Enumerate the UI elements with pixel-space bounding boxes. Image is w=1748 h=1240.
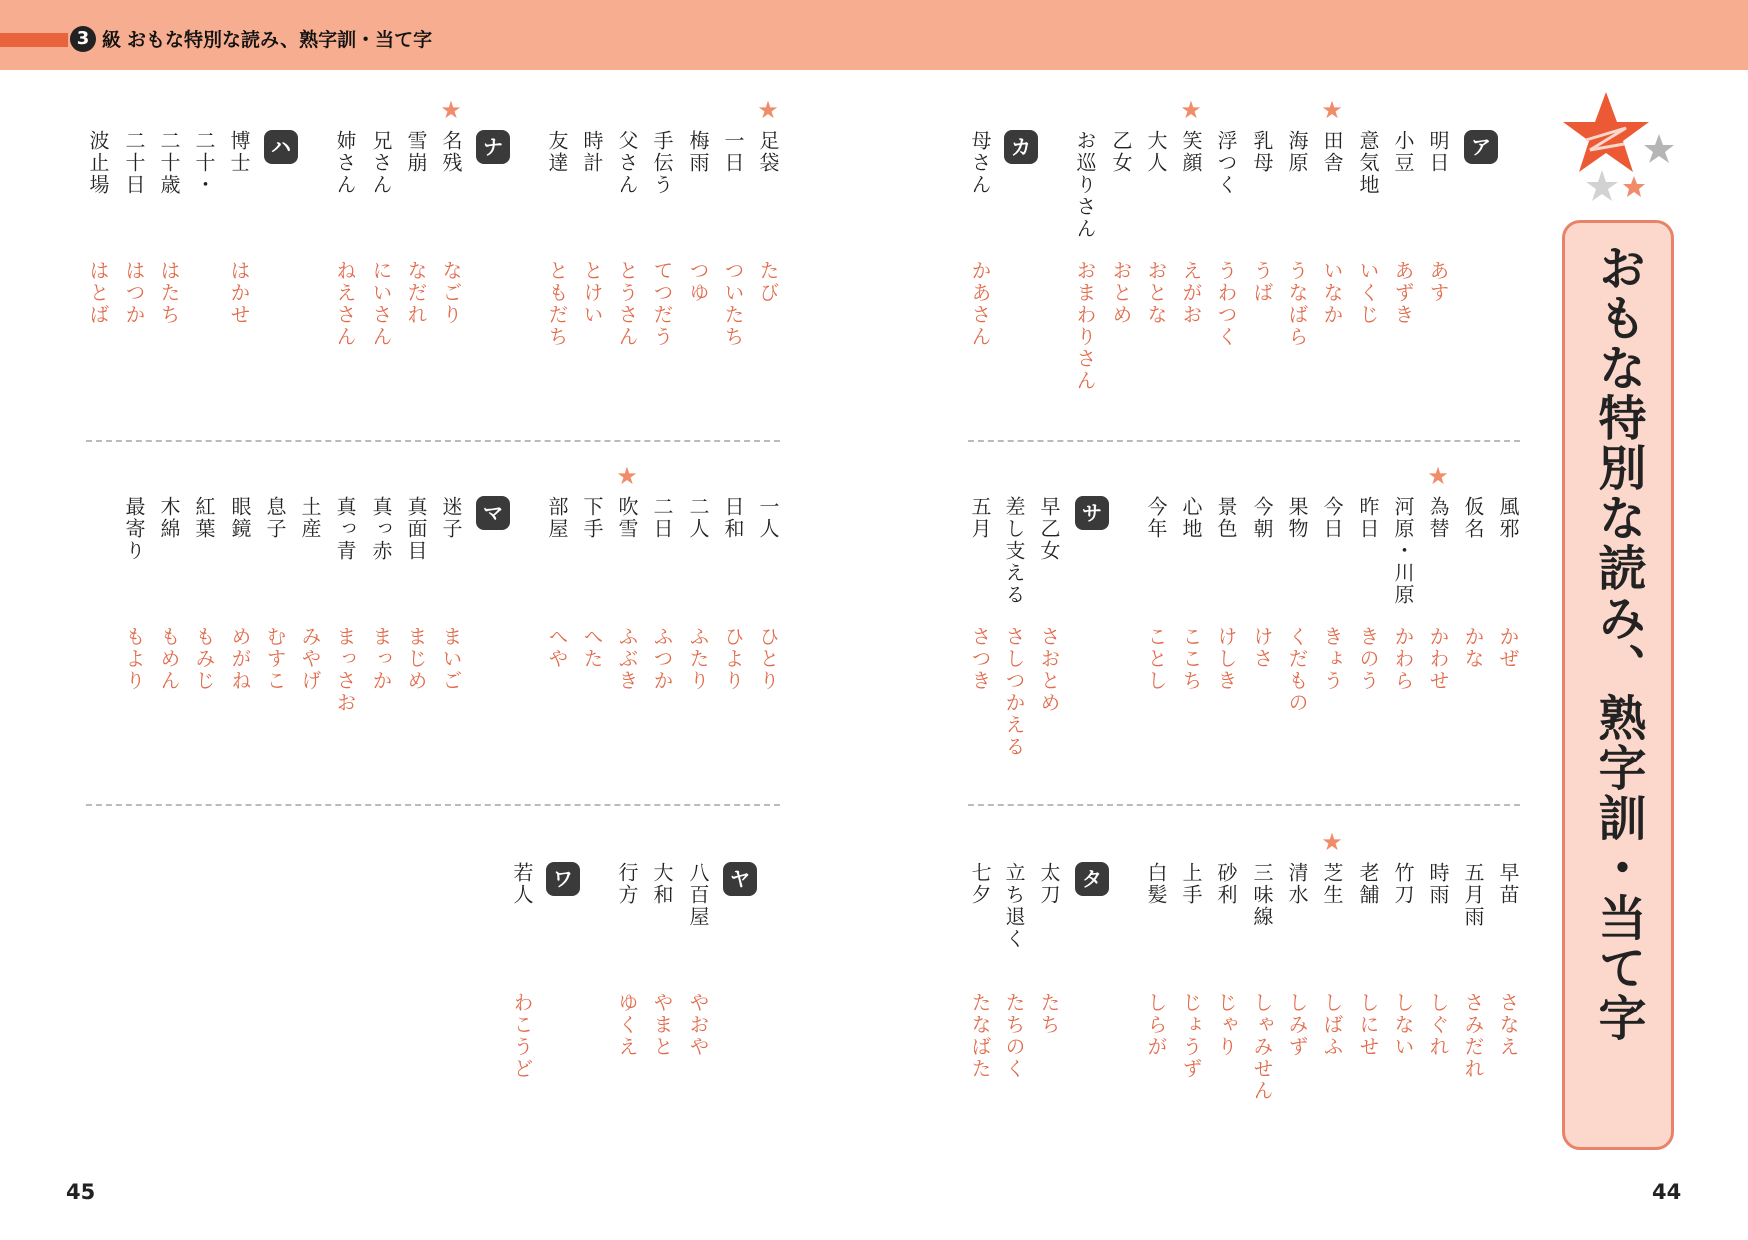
entry-reading: たち: [1037, 992, 1061, 1036]
entry-reading: しない: [1391, 992, 1415, 1058]
entry-word: 博士: [227, 130, 251, 174]
entry-reading: ついたち: [721, 260, 745, 348]
star-icon: ★: [757, 96, 779, 124]
entry-word: 時雨: [1426, 862, 1450, 906]
entry-reading: まいご: [439, 626, 463, 692]
entry-word: 昨日: [1356, 496, 1380, 540]
entry-reading: じゃり: [1214, 992, 1238, 1058]
entry-reading: しらが: [1144, 992, 1168, 1058]
entry-word: 土産: [298, 496, 322, 540]
entry-word: 行方: [615, 862, 639, 906]
section-badge-ta: タ: [1075, 862, 1109, 896]
entry-word: 乙女: [1109, 130, 1133, 174]
entry-word: 太刀: [1037, 862, 1061, 906]
entry-word: 八百屋: [686, 862, 710, 928]
entry-reading: ねえさん: [333, 260, 357, 348]
section-badge-a: ア: [1464, 130, 1498, 164]
entry-word: 一日: [721, 130, 745, 174]
entry-word: 差し支える: [1002, 496, 1026, 606]
entry-word: 果物: [1285, 496, 1309, 540]
entry-reading: まっさお: [333, 626, 357, 714]
entry-word: 竹刀: [1391, 862, 1415, 906]
entry-word: 友達: [545, 130, 569, 174]
entry-reading: おまわりさん: [1073, 260, 1097, 392]
entry-word: 波止場: [86, 130, 110, 196]
entry-word: 二人: [686, 496, 710, 540]
entry-word: 浮つく: [1214, 130, 1238, 196]
entry-reading: ゆくえ: [615, 992, 639, 1058]
entry-reading: はたち: [157, 260, 181, 326]
entry-word: 部屋: [545, 496, 569, 540]
entry-word: 小豆: [1391, 130, 1415, 174]
section-badge-wa: ワ: [546, 862, 580, 896]
entry-word: 笑顔: [1179, 130, 1203, 174]
divider-left-top: [86, 440, 780, 442]
entry-reading: うなばら: [1285, 260, 1309, 348]
entry-word: 真面目: [404, 496, 428, 562]
entry-reading: へた: [580, 626, 604, 670]
entry-reading: とうさん: [615, 260, 639, 348]
entry-word: 眼鏡: [228, 496, 252, 540]
entry-word: 七夕: [968, 862, 992, 906]
entry-word: 最寄り: [122, 496, 146, 562]
header-heading: [102, 25, 432, 52]
entry-word: 大和: [650, 862, 674, 906]
entry-reading: さなえ: [1496, 992, 1520, 1058]
entry-word: 二日: [650, 496, 674, 540]
entry-reading: しにせ: [1356, 992, 1380, 1058]
entry-reading: けしき: [1214, 626, 1238, 692]
entry-word: 梅雨: [686, 130, 710, 174]
entry-reading: めがね: [228, 626, 252, 692]
entry-reading: かあさん: [968, 260, 992, 348]
entry-reading: さつき: [968, 626, 992, 692]
entry-reading: ここち: [1179, 626, 1203, 692]
star-icon: ★: [616, 462, 638, 490]
entry-reading: ふつか: [650, 626, 674, 692]
entry-word: 五月雨: [1461, 862, 1485, 928]
entry-reading: はかせ: [227, 260, 251, 326]
entry-reading: かわら: [1391, 626, 1415, 692]
entry-word: 時計: [580, 130, 604, 174]
entry-reading: さおとめ: [1037, 626, 1061, 714]
entry-reading: かわせ: [1426, 626, 1450, 692]
entry-word: 真っ青: [333, 496, 357, 562]
entry-reading: もより: [122, 626, 146, 692]
entry-reading: きのう: [1356, 626, 1380, 692]
entry-word: 河原・川原: [1391, 496, 1415, 606]
star-icon: ★: [1321, 96, 1343, 124]
entry-reading: たなばた: [968, 992, 992, 1080]
entry-reading: おとめ: [1109, 260, 1133, 326]
page-number-right: 44: [1652, 1180, 1682, 1204]
divider-right-bottom: [968, 804, 1520, 806]
entry-reading: まじめ: [404, 626, 428, 692]
header-title: おもな特別な読み、熟字訓・当て字: [127, 29, 433, 51]
title-box: [1562, 220, 1674, 1150]
entry-reading: あずき: [1391, 260, 1415, 326]
entry-reading: まっか: [369, 626, 393, 692]
entry-word: 日和: [721, 496, 745, 540]
entry-word: 白髪: [1144, 862, 1168, 906]
entry-reading: くだもの: [1285, 626, 1309, 714]
entry-reading: むすこ: [263, 626, 287, 692]
entry-word: 明日: [1426, 130, 1450, 174]
entry-reading: ひとり: [756, 626, 780, 692]
entry-word: 雪崩: [404, 130, 428, 174]
entry-reading: おとな: [1144, 260, 1168, 326]
star-icon: ★: [1427, 462, 1449, 490]
entry-reading: かな: [1461, 626, 1485, 670]
star-icon: ★: [440, 96, 462, 124]
entry-word: 兄さん: [369, 130, 393, 196]
entry-reading: しみず: [1285, 992, 1309, 1058]
entry-word: 若人: [510, 862, 534, 906]
page-title: おもな特別な読み、熟字訓・当て字: [1590, 243, 1646, 1043]
grade-suffix: 級: [102, 29, 122, 51]
entry-word: 今朝: [1250, 496, 1274, 540]
divider-left-bottom: [86, 804, 780, 806]
entry-word: 足袋: [756, 130, 780, 174]
entry-reading: たちのく: [1002, 992, 1026, 1080]
entry-word: 紅葉: [192, 496, 216, 540]
entry-word: 名残: [439, 130, 463, 174]
entry-word: 今日: [1320, 496, 1344, 540]
star-icon: ★: [1321, 828, 1343, 856]
entry-word: 乳母: [1250, 130, 1274, 174]
entry-reading: なだれ: [404, 260, 428, 326]
entry-reading: かぜ: [1496, 626, 1520, 670]
entry-reading: もみじ: [192, 626, 216, 692]
entry-reading: やおや: [686, 992, 710, 1058]
entry-word: 息子: [263, 496, 287, 540]
entry-word: 仮名: [1461, 496, 1485, 540]
entry-reading: ふたり: [686, 626, 710, 692]
entry-reading: とけい: [580, 260, 604, 326]
entry-reading: しぐれ: [1426, 992, 1450, 1058]
entry-word: 砂利: [1214, 862, 1238, 906]
entry-word: 姉さん: [333, 130, 357, 196]
entry-reading: さみだれ: [1461, 992, 1485, 1080]
entry-reading: えがお: [1179, 260, 1203, 326]
section-badge-ha: ハ: [264, 130, 298, 164]
entry-word: 早苗: [1496, 862, 1520, 906]
entry-reading: いなか: [1320, 260, 1344, 326]
entry-reading: にいさん: [369, 260, 393, 348]
entry-word: 上手: [1179, 862, 1203, 906]
section-badge-ka: カ: [1004, 130, 1038, 164]
entry-reading: もめん: [157, 626, 181, 692]
entry-reading: なごり: [439, 260, 463, 326]
entry-word: 五月: [968, 496, 992, 540]
grade-badge: 3: [70, 26, 96, 52]
entry-word: 早乙女: [1037, 496, 1061, 562]
entry-word: 清水: [1285, 862, 1309, 906]
header-accent-stripe: [0, 33, 68, 47]
section-badge-sa: サ: [1075, 496, 1109, 530]
page-number-left: 45: [66, 1180, 96, 1204]
entry-word: 下手: [580, 496, 604, 540]
section-badge-ya: ヤ: [723, 862, 757, 896]
entry-reading: いくじ: [1356, 260, 1380, 326]
entry-word: 意気地: [1356, 130, 1380, 196]
entry-word: 今年: [1144, 496, 1168, 540]
entry-reading: けさ: [1250, 626, 1274, 670]
entry-reading: じょうず: [1179, 992, 1203, 1080]
entry-reading: へや: [545, 626, 569, 670]
divider-right-top: [968, 440, 1520, 442]
entry-reading: ひより: [721, 626, 745, 692]
entry-word: 迷子: [439, 496, 463, 540]
entry-reading: きょう: [1320, 626, 1344, 692]
star-icon: ★: [1180, 96, 1202, 124]
entry-word: 大人: [1144, 130, 1168, 174]
entry-reading: つゆ: [686, 260, 710, 304]
section-badge-na: ナ: [476, 130, 510, 164]
entry-word: 二十日: [122, 130, 146, 196]
entry-reading: しばふ: [1320, 992, 1344, 1058]
entry-word: 立ち退く: [1002, 862, 1026, 950]
entry-reading: ともだち: [545, 260, 569, 348]
entry-word: 真っ赤: [369, 496, 393, 562]
section-badge-ma: マ: [476, 496, 510, 530]
entry-reading: ことし: [1144, 626, 1168, 692]
entry-word: 田舎: [1320, 130, 1344, 174]
entry-reading: はとば: [86, 260, 110, 326]
entry-word: 心地: [1179, 496, 1203, 540]
entry-reading: うわつく: [1214, 260, 1238, 348]
entry-reading: さしつかえる: [1002, 626, 1026, 758]
entry-word: 母さん: [968, 130, 992, 196]
entry-word: お巡りさん: [1073, 130, 1097, 240]
entry-reading: うば: [1250, 260, 1274, 304]
entry-reading: たび: [756, 260, 780, 304]
entry-word: 老舗: [1356, 862, 1380, 906]
star-cluster-icon: [1556, 88, 1676, 208]
entry-word: 吹雪: [615, 496, 639, 540]
entry-reading: やまと: [650, 992, 674, 1058]
entry-word: 為替: [1426, 496, 1450, 540]
entry-word: 海原: [1285, 130, 1309, 174]
entry-word: 三味線: [1250, 862, 1274, 928]
entry-word: 景色: [1214, 496, 1238, 540]
entry-word: 二十歳: [157, 130, 181, 196]
entry-word: 一人: [756, 496, 780, 540]
entry-reading: みやげ: [298, 626, 322, 692]
entry-reading: あす: [1426, 260, 1450, 304]
entry-word: 芝生: [1320, 862, 1344, 906]
entry-reading: わこうど: [510, 992, 534, 1080]
entry-reading: てつだう: [650, 260, 674, 348]
entry-reading: はつか: [122, 260, 146, 326]
entry-word: 二十・: [192, 130, 216, 196]
entry-reading: ふぶき: [615, 626, 639, 692]
entry-word: 木綿: [157, 496, 181, 540]
entry-word: 父さん: [615, 130, 639, 196]
entry-word: 手伝う: [650, 130, 674, 196]
entry-reading: しゃみせん: [1250, 992, 1274, 1102]
entry-word: 風邪: [1496, 496, 1520, 540]
